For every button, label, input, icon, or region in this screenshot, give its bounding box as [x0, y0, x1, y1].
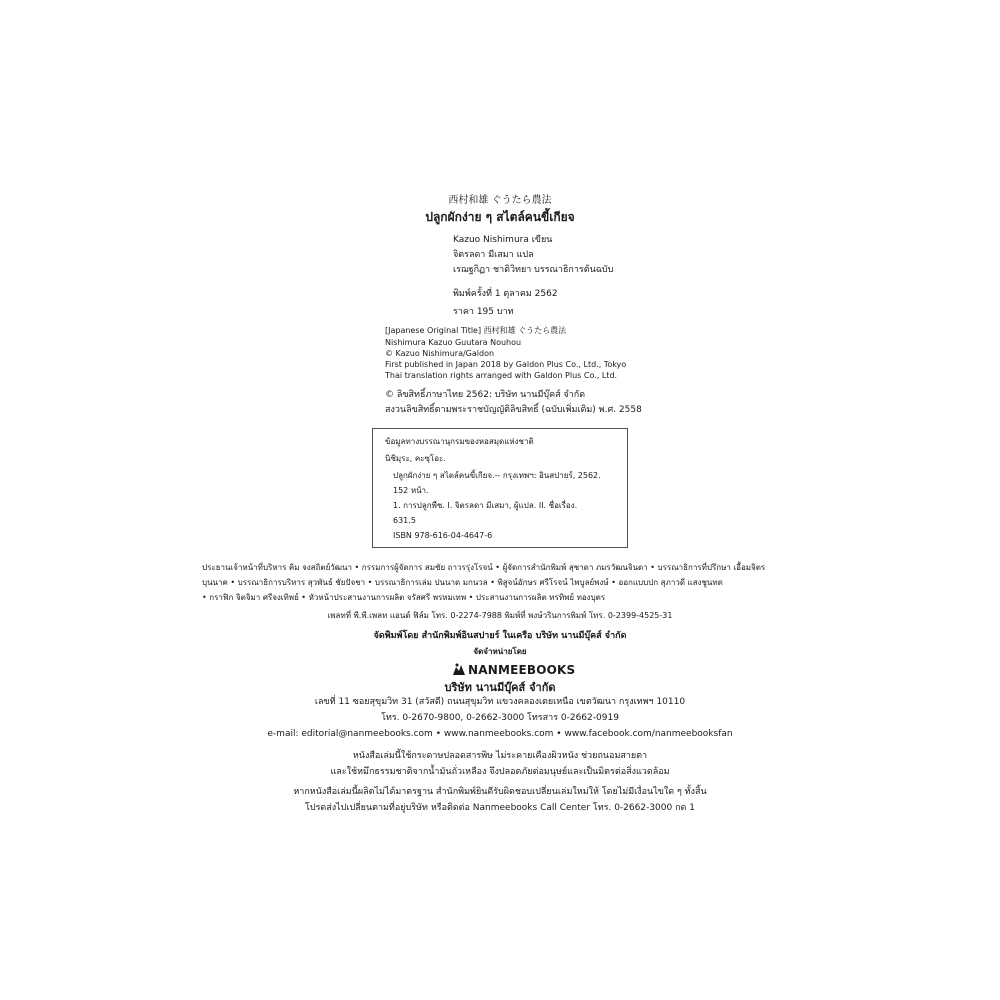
staff-line-2: บุนนาค • บรรณาธิการบริหาร สุวพันธ์ ชัยปัจชา • บรรณาธิการเล่ม ปนนาด มกนวล • พิสูจน์อักษร ศรีโรจน์ ไพบูลย์พงษ์ • ออกแบบปก สุภาวดี แสงชูนทด [202, 578, 723, 587]
company-address: เลขที่ 11 ซอยสุขุมวิท 31 (สวัสดี) ถนนสุขุมวิท แขวงคลองเตยเหนือ เขตวัฒนา กรุงเทพฯ 10110 [314, 697, 686, 707]
eco-note-2: และใช้หมึกธรรมชาติจากน้ำมันถั่วเหลือง จึงปลอดภัยต่อมนุษย์และเป็นมิตรต่อสิ่งแวดล้อม [330, 767, 670, 777]
return-note-1: หากหนังสือเล่มนี้ผลิตไม่ได้มาตรฐาน สำนักพิมพ์ยินดีรับผิดชอบเปลี่ยนเล่มใหม่ให้ โดยไม่มีเงื่อนไขใด ๆ ทั้งสิ้น [293, 787, 707, 797]
staff-line-3: • กราฟิก จิตจิมา ศรีจงเทิพย์ • หัวหน้าประสานงานการผลิต จรัสศรี พรหมเทพ • ประสานงานการผลิต ทรทิพย์ ทองบุตร [202, 593, 606, 602]
cip-line: 1. การปลูกพืช. I. จิตรลดา มีเสมา, ผู้แปล. II. ชื่อเรื่อง. [393, 501, 578, 510]
copyright-line-2: สงวนลิขสิทธิ์ตามพระราชบัญญัติลิขสิทธิ์ (ฉบับเพิ่มเติม) พ.ศ. 2558 [385, 405, 642, 415]
printer-info: เพลทที่ พี.พี.เพลท แอนด์ ฟิล์ม โทร. 0-2274-7988 พิมพ์ที่ พงษ์วรินการพิมพ์ โทร. 0-2399-4525-31 [327, 611, 673, 620]
cip-line: 631.5 [393, 516, 416, 525]
eco-note-1: หนังสือเล่มนี้ใช้กระดาษปลอดสารพิษ ไม่ระคายเคืองผิวหนัง ช่วยถนอมสายตา [352, 751, 648, 761]
publisher-info: จัดพิมพ์โดย สำนักพิมพ์อินสปายร์ ในเครือ บริษัท นานมีบุ๊คส์ จำกัด [373, 631, 627, 641]
cip-line: 152 หน้า. [393, 486, 429, 495]
nanmeebooks-logo [452, 662, 576, 677]
credit-editor: เรฌฐกิฏา ชาติวิทยา บรรณาธิการต้นฉบับ [453, 265, 614, 275]
price: ราคา 195 บาท [453, 307, 514, 317]
jp-info-1: [Japanese Original Title] 西村和雄 ぐうたら農法 [385, 326, 567, 335]
nanmeebooks-logo-icon [452, 662, 466, 676]
cip-box [372, 428, 628, 548]
jp-info-4: First published in Japan 2018 by Galdon Plus Co., Ltd., Tokyo [385, 360, 627, 369]
jp-info-3: © Kazuo Nishimura/Galdon [385, 349, 495, 358]
original-title-jp: 西村和雄 ぐうたら農法 [448, 195, 552, 206]
logo-text: NANMEEBOOKS [468, 663, 576, 677]
credit-author: Kazuo Nishimura เขียน [453, 235, 553, 245]
book-title: ปลูกผักง่าย ๆ สไตล์คนขี้เกียจ [425, 210, 575, 224]
distributor-label: จัดจำหน่ายโดย [473, 647, 527, 656]
company-name: บริษัท นานมีบุ๊คส์ จำกัด [444, 681, 556, 694]
cip-isbn: ISBN 978-616-04-4647-6 [393, 531, 493, 540]
credit-translator: จิตรลดา มีเสมา แปล [453, 250, 534, 260]
company-contacts: e-mail: editorial@nanmeebooks.com • www.nanmeebooks.com • www.facebook.com/nanmeebooksfan [267, 729, 733, 739]
print-edition: พิมพ์ครั้งที่ 1 ตุลาคม 2562 [453, 289, 558, 299]
jp-info-5: Thai translation rights arranged with Galdon Plus Co., Ltd. [385, 371, 618, 380]
staff-line-1: ประธานเจ้าหน้าที่บริหาร คิม จงสถิตย์วัฒนา • กรรมการผู้จัดการ สมชัย ถาวรรุ่งโรจน์ • ผู้จัดการสำนักพิมพ์ สุชาดา ภมรวัฒนจินดา • บรรณาธิการที่ปรึกษา เอื้อมจิตร [202, 563, 766, 572]
return-note-2: โปรดส่งไปเปลี่ยนตามที่อยู่บริษัท หรือติดต่อ Nanmeebooks Call Center โทร. 0-2662-3000 กด 1 [305, 803, 695, 813]
jp-info-2: Nishimura Kazuo Guutara Nouhou [385, 338, 522, 347]
company-phone: โทร. 0-2670-9800, 0-2662-3000 โทรสาร 0-2662-0919 [381, 713, 619, 723]
cip-line: นิชิมุระ, คะซุโอะ. [385, 454, 446, 463]
copyright-line-1: © ลิขสิทธิ์ภาษาไทย 2562: บริษัท นานมีบุ๊คส์ จำกัด [385, 390, 586, 400]
cip-heading: ข้อมูลทางบรรณานุกรมของหอสมุดแห่งชาติ [385, 437, 534, 446]
cip-line: ปลูกผักง่าย ๆ สไตล์คนขี้เกียจ.-- กรุงเทพฯ: อินสปายร์, 2562. [393, 471, 601, 480]
